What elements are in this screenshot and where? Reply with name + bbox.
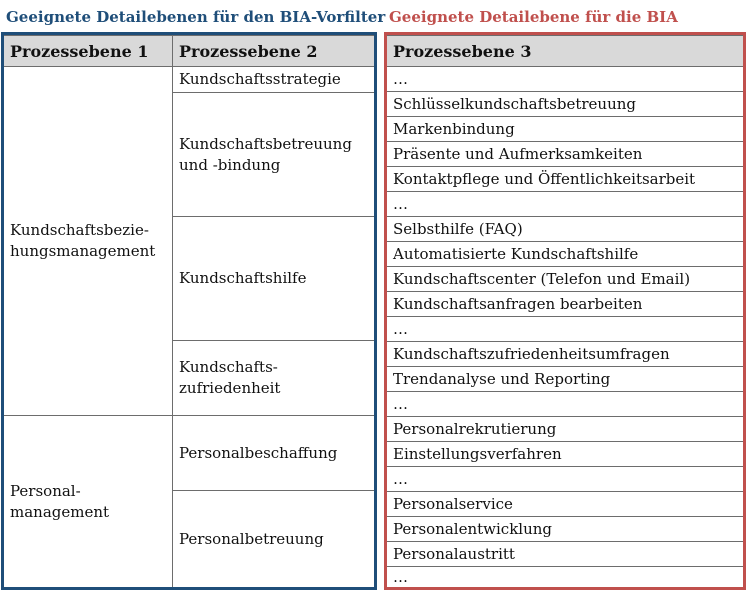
level2-cell-kundschaftszufriedenheit: Kundschafts- zufriedenheit: [172, 340, 375, 416]
level3-cell: Personalaustritt: [386, 541, 744, 567]
level3-cell: Markenbindung: [386, 116, 744, 142]
level3-cell: Präsente und Aufmerksamkeiten: [386, 141, 744, 167]
level2-cell-personalbeschaffung: Personalbeschaffung: [172, 415, 375, 491]
level3-cell: Selbsthilfe (FAQ): [386, 216, 744, 242]
level3-cell: Kundschaftszufriedenheitsumfragen: [386, 341, 744, 367]
level3-cell: …: [386, 66, 744, 92]
level1-cell-personalmanagement: Personal- management: [3, 415, 173, 588]
level3-cell: Kundschaftsanfragen bearbeiten: [386, 291, 744, 317]
level3-cell: Trendanalyse und Reporting: [386, 366, 744, 392]
level3-cell: …: [386, 191, 744, 217]
level2-cell-kundschaftsstrategie: Kundschaftsstrategie: [172, 66, 375, 93]
level2-cell-kundschaftshilfe: Kundschaftshilfe: [172, 216, 375, 341]
level3-cell: …: [386, 466, 744, 492]
level3-cell: Automatisierte Kundschaftshilfe: [386, 241, 744, 267]
level3-cell: Kontaktpflege und Öffentlichkeitsarbeit: [386, 166, 744, 192]
column-header-prozessebene-3: Prozessebene 3: [386, 35, 744, 67]
header-bia: Geeignete Detailebene für die BIA: [389, 8, 678, 26]
header-bia-vorfilter: Geeignete Detailebenen für den BIA-Vorfilter: [6, 8, 386, 26]
level3-cell: …: [386, 316, 744, 342]
level3-cell: Personalentwicklung: [386, 516, 744, 542]
level3-cell: Personalservice: [386, 491, 744, 517]
level3-cell: Schlüsselkundschaftsbetreuung: [386, 91, 744, 117]
level3-cell: …: [386, 391, 744, 417]
level1-cell-kundschaftsbeziehungsmanagement: Kundschaftsbezie- hungsmanagement: [3, 66, 173, 416]
level3-cell: Einstellungsverfahren: [386, 441, 744, 467]
level3-cell: …: [386, 566, 744, 588]
level3-cell: Kundschaftscenter (Telefon und Email): [386, 266, 744, 292]
column-header-prozessebene-1: Prozessebene 1: [3, 35, 173, 67]
level2-cell-kundschaftsbetreuung: Kundschaftsbetreuung und -bindung: [172, 92, 375, 217]
column-header-prozessebene-2: Prozessebene 2: [172, 35, 375, 67]
level2-cell-personalbetreuung: Personalbetreuung: [172, 490, 375, 588]
level3-cell: Personalrekrutierung: [386, 416, 744, 442]
